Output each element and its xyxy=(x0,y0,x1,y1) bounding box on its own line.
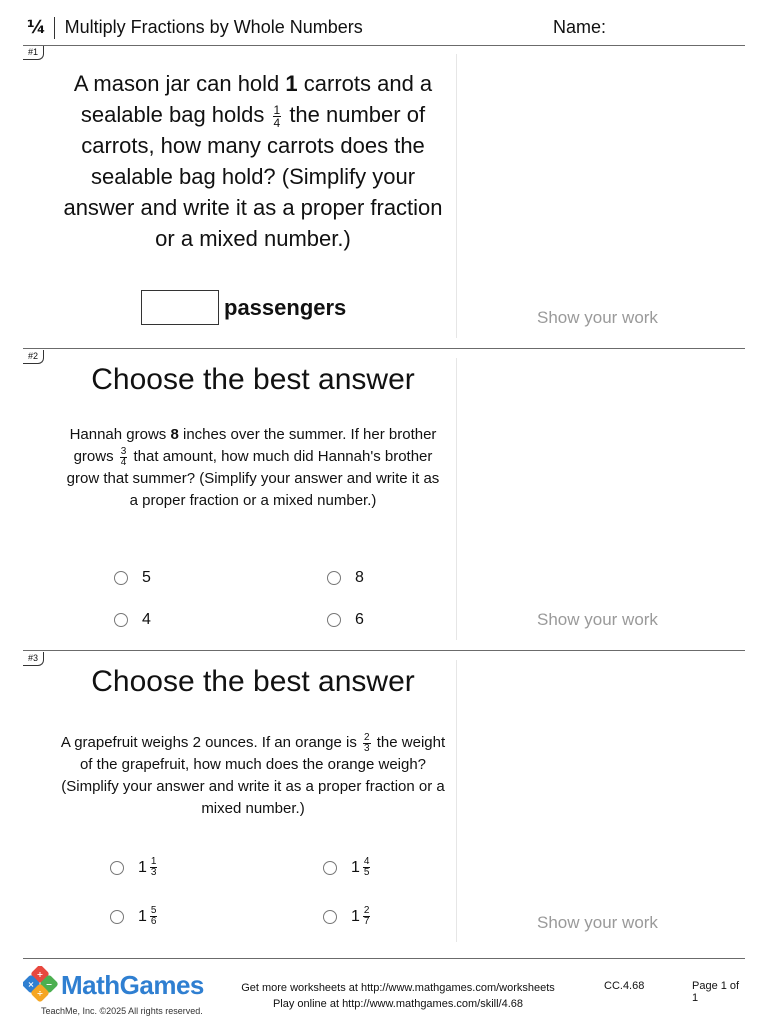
mixed-number xyxy=(351,906,372,927)
problem-number: #2 xyxy=(23,350,44,364)
radio-button[interactable] xyxy=(323,910,337,924)
standard-code: CC.4.68 xyxy=(604,980,645,992)
question-text: A grapefruit weighs 2 ounces. If an orange is xyxy=(60,734,362,751)
question-fraction xyxy=(273,104,282,129)
answer-option[interactable] xyxy=(327,569,364,587)
problem-2-question xyxy=(63,424,443,512)
fraction-glyph-icon: ¼ xyxy=(27,17,46,38)
copyright-text: TeachMe, Inc. ©2025 All rights reserved. xyxy=(41,1006,203,1016)
column-divider xyxy=(456,358,457,640)
mixed-whole: 1 xyxy=(138,907,147,925)
fraction-denominator: 5 xyxy=(363,867,370,878)
question-text: carrots, how many carrots does the sealable bag hold? (Simplify your answer and write it as a proper fraction or a mixed number.) xyxy=(63,133,443,251)
svg-text:+: + xyxy=(36,970,44,979)
problem-number: #1 xyxy=(23,46,44,60)
fraction-denominator: 7 xyxy=(363,916,370,927)
column-divider xyxy=(456,54,457,338)
problem-3-question xyxy=(53,732,453,820)
answer-option[interactable] xyxy=(323,906,372,927)
answer-input[interactable] xyxy=(141,290,219,325)
radio-button[interactable] xyxy=(323,861,337,875)
option-label: 4 xyxy=(142,611,151,628)
page-indicator: Page 1 of 1 xyxy=(692,980,740,1004)
fraction-denominator: 6 xyxy=(150,916,157,927)
question-text: Hannah grows xyxy=(69,426,171,443)
radio-button[interactable] xyxy=(327,613,341,627)
answer-option[interactable] xyxy=(110,906,159,927)
question-fraction xyxy=(363,733,371,754)
question-text: sealable bag holds xyxy=(80,102,271,127)
svg-text:−: − xyxy=(45,980,53,989)
option-label: 6 xyxy=(355,611,364,628)
problem-1 xyxy=(23,46,745,349)
worksheets-link[interactable]: Get more worksheets at http://www.mathgames.com/worksheets xyxy=(241,982,555,994)
radio-button[interactable] xyxy=(110,910,124,924)
question-whole-number: 8 xyxy=(170,426,179,443)
brand-name: MathGames xyxy=(61,970,204,1000)
fraction-numerator: 5 xyxy=(150,905,157,916)
radio-button[interactable] xyxy=(110,861,124,875)
radio-button[interactable] xyxy=(114,571,128,585)
worksheet-title: Multiply Fractions by Whole Numbers xyxy=(64,17,363,37)
fraction-numerator: 1 xyxy=(273,102,281,117)
question-text: the weight of the grapefruit, how much does the orange weigh? (Simplify your answer and write it as a proper fraction or a mixed number.) xyxy=(61,734,446,817)
question-text: carrots and a xyxy=(297,71,433,96)
question-fraction xyxy=(120,447,128,468)
header-separator xyxy=(54,17,55,39)
radio-button[interactable] xyxy=(114,613,128,627)
question-text: A mason jar can hold xyxy=(73,71,286,96)
mathgames-logo-icon xyxy=(23,966,59,1002)
mixed-fraction xyxy=(150,857,158,878)
answer-unit: passengers xyxy=(224,294,347,320)
mixed-whole: 1 xyxy=(138,858,147,876)
problem-3 xyxy=(23,652,745,959)
mixed-number xyxy=(351,857,372,878)
answer-row xyxy=(141,290,346,325)
answer-option[interactable] xyxy=(110,857,159,878)
worksheet-header xyxy=(23,10,745,46)
question-text: inches over the summer. If her brother grows xyxy=(73,426,437,465)
name-label: Name: xyxy=(553,17,607,37)
fraction-numerator: 3 xyxy=(120,445,127,457)
mixed-whole: 1 xyxy=(351,907,360,925)
column-divider xyxy=(456,660,457,942)
mixed-whole: 1 xyxy=(351,858,360,876)
question-text: that amount, how much did Hannah's brother grow that summer? (Simplify your answer and write it as a proper fraction or a mixed number.) xyxy=(66,448,440,509)
option-label: 5 xyxy=(142,569,151,586)
fraction-denominator: 3 xyxy=(150,867,157,878)
show-work-label: Show your work xyxy=(537,913,658,932)
choose-title: Choose the best answer xyxy=(91,363,415,396)
fraction-numerator: 4 xyxy=(363,856,370,867)
show-work-label: Show your work xyxy=(537,308,658,327)
svg-text:÷: ÷ xyxy=(36,989,44,998)
answer-option[interactable] xyxy=(114,611,151,629)
fraction-denominator: 4 xyxy=(120,456,127,468)
mixed-fraction xyxy=(150,906,158,927)
fraction-numerator: 1 xyxy=(150,856,157,867)
answer-option[interactable] xyxy=(323,857,372,878)
mixed-number xyxy=(138,857,159,878)
fraction-denominator: 4 xyxy=(273,115,281,130)
mixed-fraction xyxy=(363,906,371,927)
fraction-denominator: 3 xyxy=(364,742,370,754)
problem-2 xyxy=(23,350,745,651)
mixed-number xyxy=(138,906,159,927)
problem-1-question xyxy=(53,68,453,254)
option-label: 8 xyxy=(355,569,364,586)
mixed-fraction xyxy=(363,857,371,878)
play-online-link[interactable]: Play online at http://www.mathgames.com/skill/4.68 xyxy=(272,998,524,1010)
question-whole-number: 1 xyxy=(285,71,298,96)
worksheet-footer xyxy=(23,960,745,1024)
footer-links xyxy=(233,980,563,1012)
problem-number: #3 xyxy=(23,652,44,666)
svg-text:×: × xyxy=(27,980,35,989)
answer-option[interactable] xyxy=(327,611,364,629)
choose-title: Choose the best answer xyxy=(91,665,415,698)
fraction-numerator: 2 xyxy=(363,905,370,916)
show-work-label: Show your work xyxy=(537,610,658,629)
radio-button[interactable] xyxy=(327,571,341,585)
answer-option[interactable] xyxy=(114,569,151,587)
question-text: the number of xyxy=(283,102,426,127)
fraction-numerator: 2 xyxy=(364,731,370,743)
